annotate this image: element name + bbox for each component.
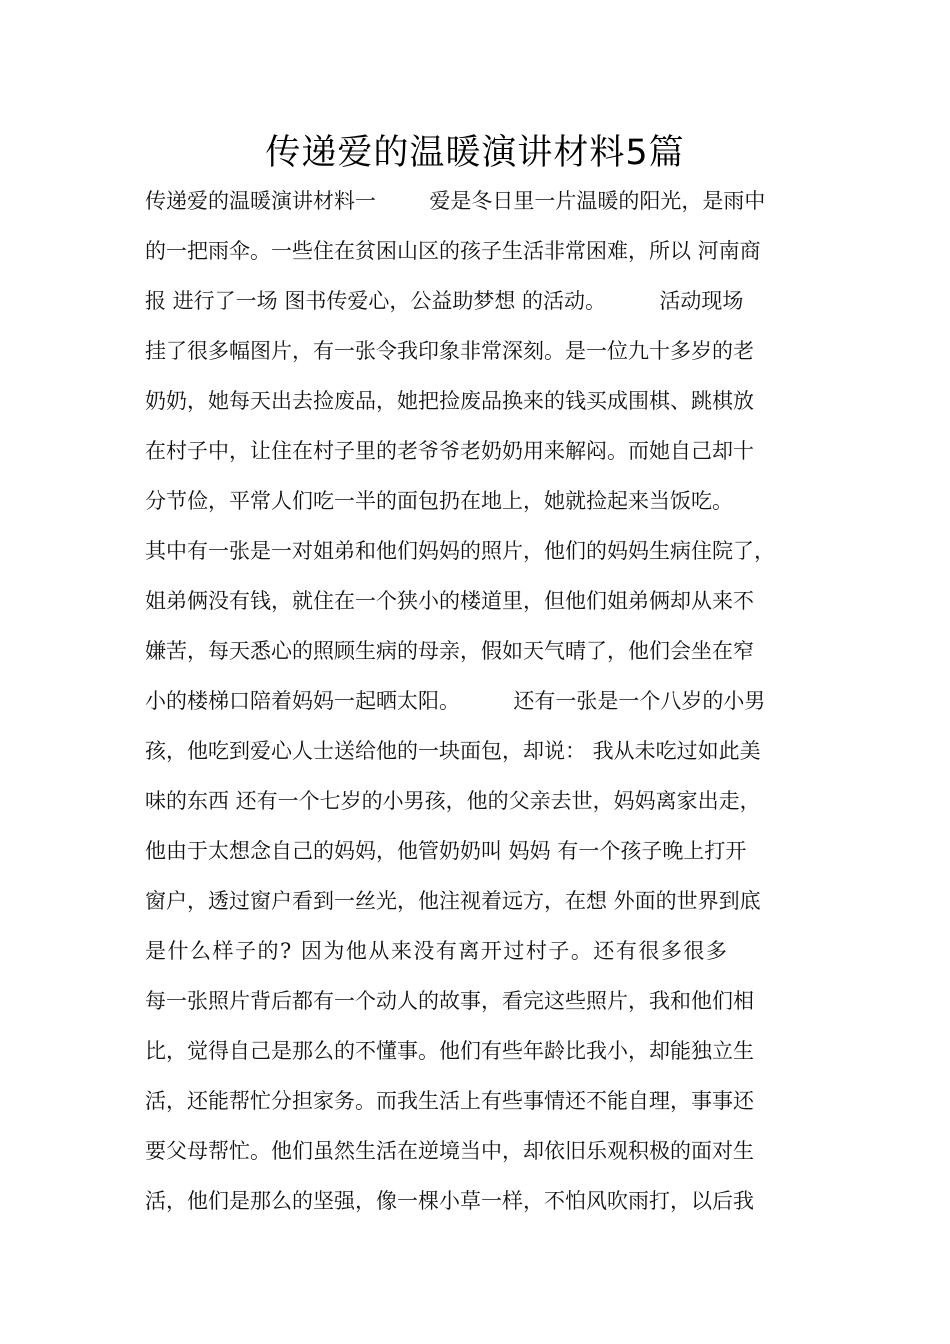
body-line-6: 在村子中，让住在村子里的老爷爷老奶奶用来解闷。而她自己却十: [145, 439, 754, 463]
body-line-18: 比，觉得自己是那么的不懂事。他们有些年龄比我小，却能独立生: [145, 1039, 754, 1063]
body-line-16: 是什么样子的? 因为他从来没有离开过村子。还有很多很多: [145, 939, 729, 963]
body-line-14: 他由于太想念自己的妈妈，他管奶奶叫 妈妈 有一个孩子晚上打开: [145, 839, 747, 863]
body-line-4: 挂了很多幅图片，有一张令我印象非常深刻。是一位九十多岁的老: [145, 339, 754, 363]
body-line-12: 孩，他吃到爱心人士送给他的一块面包，却说： 我从未吃过如此美: [145, 739, 761, 763]
body-line-8: 其中有一张是一对姐弟和他们妈妈的照片，他们的妈妈生病住院了，: [145, 539, 775, 563]
body-line-20: 要父母帮忙。他们虽然生活在逆境当中，却依旧乐观积极的面对生: [145, 1139, 754, 1163]
body-line-15: 窗户，透过窗户看到一丝光，他注视着远方，在想 外面的世界到底: [145, 889, 761, 913]
body-line-11: 小的楼梯口陪着妈妈一起晒太阳。 还有一张是一个八岁的小男: [145, 689, 766, 713]
body-line-21: 活，他们是那么的坚强，像一棵小草一样，不怕风吹雨打，以后我: [145, 1189, 754, 1213]
body-line-9: 姐弟俩没有钱，就住在一个狭小的楼道里，但他们姐弟俩却从来不: [145, 589, 754, 613]
body-line-7: 分节俭，平常人们吃一半的面包扔在地上，她就捡起来当饭吃。: [145, 489, 733, 513]
body-line-5: 奶奶，她每天出去捡废品，她把捡废品换来的钱买成围棋、跳棋放: [145, 389, 754, 413]
body-line-17: 每一张照片背后都有一个动人的故事，看完这些照片，我和他们相: [145, 989, 754, 1013]
body-line-3: 报 进行了一场 图书传爱心，公益助梦想 的活动。 活动现场: [145, 289, 744, 313]
document-title: 传递爱的温暖演讲材料5篇: [265, 133, 685, 173]
body-line-10: 嫌苦，每天悉心的照顾生病的母亲，假如天气晴了，他们会坐在窄: [145, 639, 754, 663]
body-line-13: 味的东西 还有一个七岁的小男孩，他的父亲去世，妈妈离家出走，: [145, 789, 761, 813]
body-line-2: 的一把雨伞。一些住在贫困山区的孩子生活非常困难，所以 河南商: [145, 239, 761, 263]
body-line-1: 传递爱的温暖演讲材料一 爱是冬日里一片温暖的阳光，是雨中: [145, 189, 766, 213]
body-line-19: 活，还能帮忙分担家务。而我生活上有些事情还不能自理，事事还: [145, 1089, 754, 1113]
